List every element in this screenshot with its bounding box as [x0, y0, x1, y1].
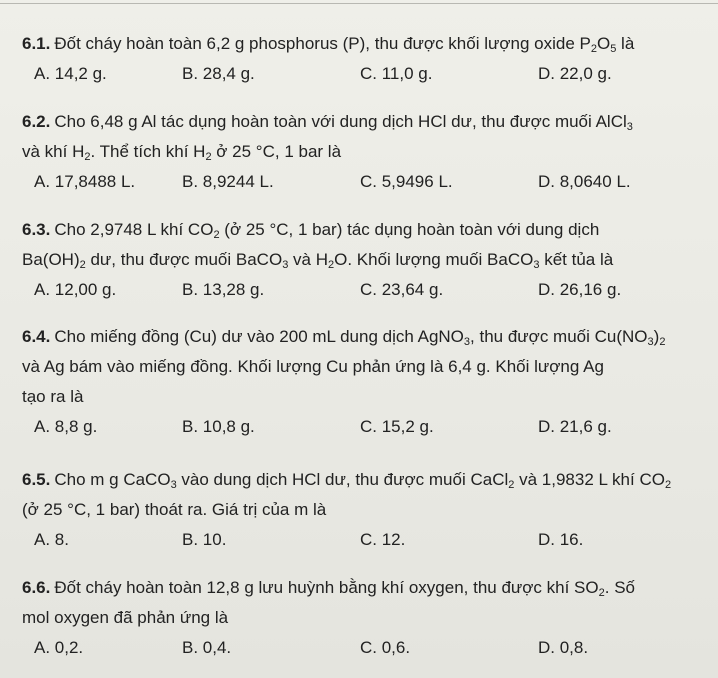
question-6-4	[22, 327, 712, 439]
option-b[interactable]: B. 8,9244 L.	[182, 172, 274, 191]
question-stem-line-2: và Ag bám vào miếng đồng. Khối lượng Cu phản ứng là 6,4 g. Khối lượng Ag	[22, 357, 604, 376]
question-stem-line-2: $Ba(OH)_2$ dư, thu được muối BaCO$_3$ và $H_2O$. Khối lượng muối BaCO$_3$ kết tủa là	[22, 250, 614, 271]
option-a[interactable]: A. 8.	[34, 530, 69, 549]
question-number: 6.3.	[22, 220, 51, 239]
answer-options	[22, 530, 712, 552]
question-6-2	[22, 112, 712, 194]
option-c[interactable]: C. 15,2 g.	[360, 417, 434, 436]
option-d[interactable]: D. 26,16 g.	[538, 280, 622, 299]
option-b[interactable]: B. 13,28 g.	[182, 280, 265, 299]
option-b[interactable]: B. 28,4 g.	[182, 64, 255, 83]
question-6-1	[22, 34, 712, 86]
option-d[interactable]: D. 8,0640 L.	[538, 172, 631, 191]
option-a[interactable]: A. 8,8 g.	[34, 417, 98, 436]
question-stem-line-2: và khí $H_2$. Thể tích khí $H_2$ ở 25 °C, 1 bar là	[22, 142, 342, 163]
question-stem: 6.6. Đốt cháy hoàn toàn 12,8 g lưu huỳnh bằng khí oxygen, thu được khí $SO_2$. Số	[22, 578, 635, 599]
option-d[interactable]: D. 16.	[538, 530, 584, 549]
option-c[interactable]: C. 12.	[360, 530, 406, 549]
question-stem: 6.2. Cho 6,48 g Al tác dụng hoàn toàn với dung dịch HCl dư, thu được muối AlCl$_3$	[22, 112, 633, 133]
option-b[interactable]: B. 0,4.	[182, 638, 232, 657]
option-d[interactable]: D. 0,8.	[538, 638, 589, 657]
answer-options	[22, 280, 712, 302]
question-stem: 6.4. Cho miếng đồng (Cu) dư vào 200 mL dung dịch AgNO$_3$, thu được muối $Cu(NO_3)_2$	[22, 327, 666, 348]
option-a[interactable]: A. 0,2.	[34, 638, 84, 657]
question-number: 6.2.	[22, 112, 51, 131]
option-a[interactable]: A. 12,00 g.	[34, 280, 117, 299]
option-c[interactable]: C. 5,9496 L.	[360, 172, 453, 191]
question-stem-line-3: tạo ra là	[22, 387, 84, 406]
question-number: 6.1.	[22, 34, 51, 53]
question-stem-line-2: mol oxygen đã phản ứng là	[22, 608, 229, 627]
option-c[interactable]: C. 0,6.	[360, 638, 411, 657]
question-6-6	[22, 578, 712, 660]
option-c[interactable]: C. 23,64 g.	[360, 280, 444, 299]
answer-options	[22, 638, 712, 660]
option-d[interactable]: D. 21,6 g.	[538, 417, 612, 436]
option-d[interactable]: D. 22,0 g.	[538, 64, 612, 83]
option-b[interactable]: B. 10.	[182, 530, 227, 549]
answer-options	[22, 64, 712, 86]
option-a[interactable]: A. 17,8488 L.	[34, 172, 136, 191]
option-b[interactable]: B. 10,8 g.	[182, 417, 255, 436]
question-stem: 6.3. Cho 2,9748 L khí $CO_2$ (ở 25 °C, 1 bar) tác dụng hoàn toàn với dung dịch	[22, 220, 600, 241]
question-stem: 6.5. Cho m g CaCO$_3$ vào dung dịch HCl dư, thu được muối CaCl$_2$ và 1,9832 L khí $CO_2$	[22, 470, 672, 491]
question-stem-line-2: (ở 25 °C, 1 bar) thoát ra. Giá trị của m là	[22, 500, 327, 519]
question-6-3	[22, 220, 712, 302]
top-border	[0, 0, 718, 18]
option-c[interactable]: C. 11,0 g.	[360, 64, 433, 83]
option-a[interactable]: A. 14,2 g.	[34, 64, 107, 83]
question-stem: 6.1. Đốt cháy hoàn toàn 6,2 g phosphorus (P), thu được khối lượng oxide $P_2O_5$ là	[22, 34, 635, 55]
answer-options	[22, 417, 712, 439]
question-number: 6.4.	[22, 327, 51, 346]
question-number: 6.5.	[22, 470, 51, 489]
answer-options	[22, 172, 712, 194]
question-number: 6.6.	[22, 578, 51, 597]
question-6-5	[22, 470, 712, 552]
